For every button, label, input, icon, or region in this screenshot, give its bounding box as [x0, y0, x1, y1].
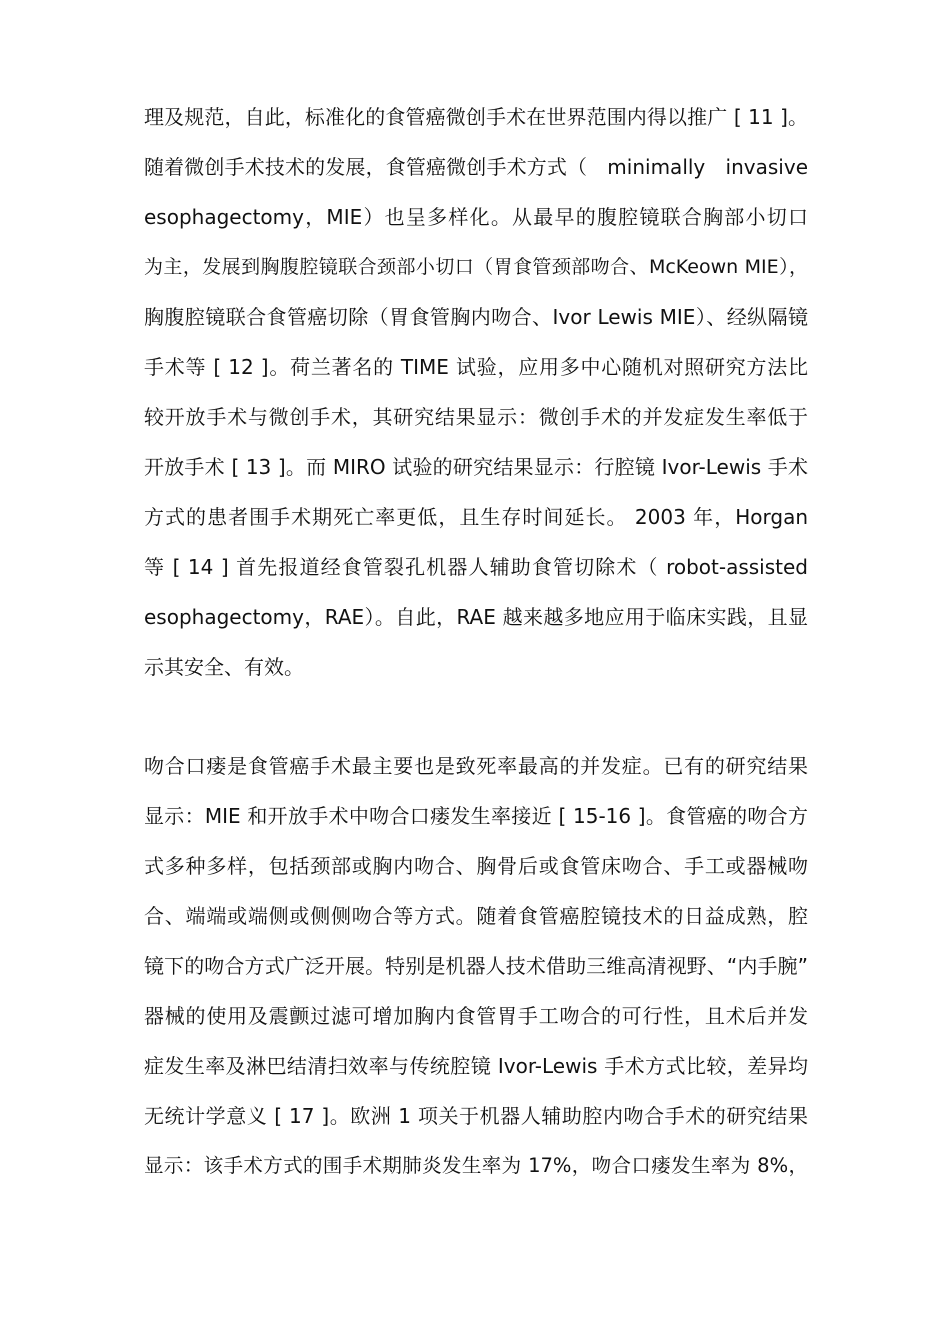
text-line: 开放手术 [ 13 ]。而 MIRO 试验的研究结果显示：行腔镜 Ivor-Lewis 手术 [144, 455, 808, 479]
text-line: 式多种多样，包括颈部或胸内吻合、胸骨后或食管床吻合、手工或器械吻 [144, 854, 808, 878]
text-line: 无统计学意义 [ 17 ]。欧洲 1 项关于机器人辅助腔内吻合手术的研究结果 [144, 1104, 808, 1128]
text-line: esophagectomy，RAE）。自此，RAE 越来越多地应用于临床实践，且显 [144, 605, 808, 629]
text-line: esophagectomy，MIE）也呈多样化。从最早的腹腔镜联合胸部小切口 [144, 205, 808, 229]
paragraph-2 [144, 750, 808, 1200]
text-line: 胸腹腔镜联合食管癌切除（胃食管胸内吻合、Ivor Lewis MIE）、经纵隔镜 [144, 305, 808, 329]
text-line: 等 [ 14 ] 首先报道经食管裂孔机器人辅助食管切除术（ robot-assisted [144, 555, 808, 579]
text-line: 吻合口瘘是食管癌手术最主要也是致死率最高的并发症。已有的研究结果 [144, 754, 808, 778]
text-line: 镜下的吻合方式广泛开展。特别是机器人技术借助三维高清视野、“内手腕” [144, 954, 808, 978]
text-line: 器械的使用及震颤过滤可增加胸内食管胃手工吻合的可行性，且术后并发 [144, 1004, 808, 1028]
paragraph-1 [144, 101, 808, 701]
text-line: 理及规范，自此，标准化的食管癌微创手术在世界范围内得以推广 [ 11 ]。 [144, 105, 808, 129]
text-line: 合、端端或端侧或侧侧吻合等方式。随着食管癌腔镜技术的日益成熟，腔 [144, 904, 808, 928]
text-line: 手术等 [ 12 ]。荷兰著名的 TIME 试验，应用多中心随机对照研究方法比 [144, 355, 808, 379]
text-line: 显示：MIE 和开放手术中吻合口瘘发生率接近 [ 15-16 ]。食管癌的吻合方 [144, 804, 808, 828]
text-line: 随着微创手术技术的发展，食管癌微创手术方式（ minimally invasive [144, 155, 808, 179]
text-line: 为主，发展到胸腹腔镜联合颈部小切口（胃食管颈部吻合、McKeown MIE）， [144, 256, 808, 278]
text-line: 示其安全、有效。 [144, 655, 304, 679]
text-line: 方式的患者围手术期死亡率更低，且生存时间延长。 2003 年，Horgan [144, 505, 808, 529]
text-line: 较开放手术与微创手术，其研究结果显示：微创手术的并发症发生率低于 [144, 405, 808, 429]
text-line: 症发生率及淋巴结清扫效率与传统腔镜 Ivor-Lewis 手术方式比较，差异均 [144, 1054, 808, 1078]
text-line: 显示：该手术方式的围手术期肺炎发生率为 17%，吻合口瘘发生率为 8%， [144, 1154, 808, 1177]
